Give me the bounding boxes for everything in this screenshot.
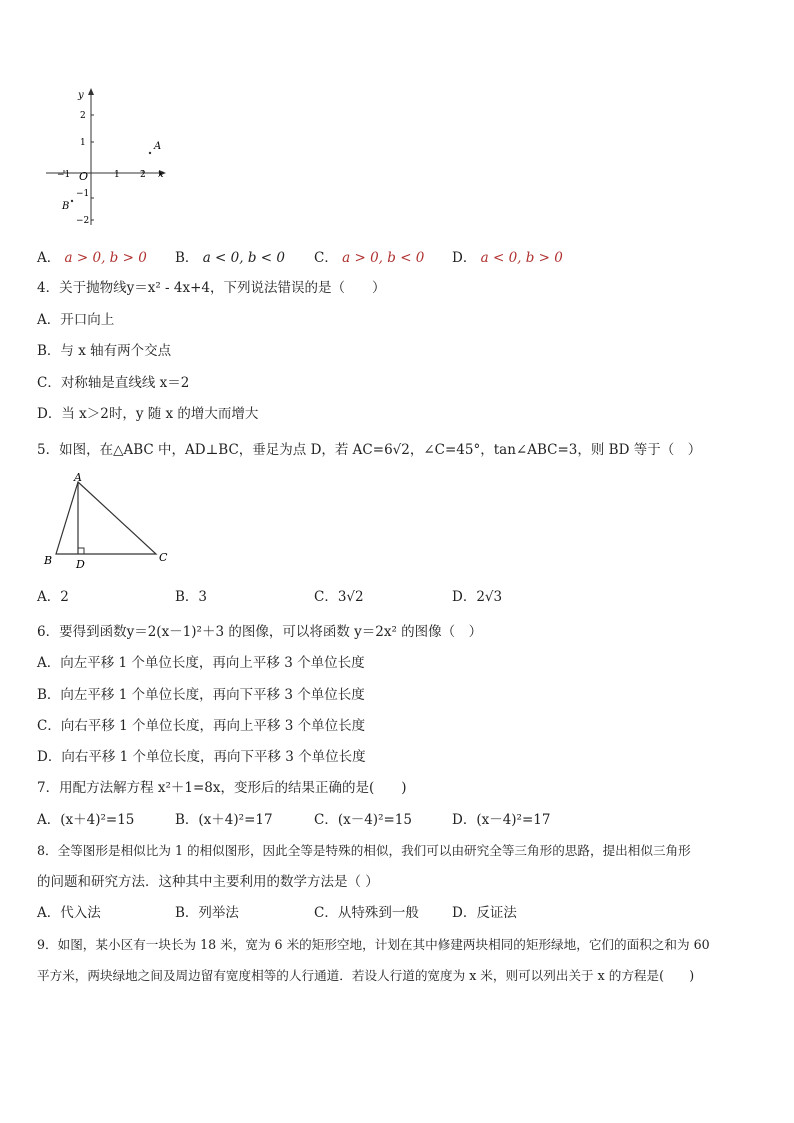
q5-option-c: C．3√2 bbox=[314, 589, 364, 605]
q6-stem: 6．要得到函数y＝2(x－1)²＋3 的图像，可以将函数 y＝2x² 的图像（ ） bbox=[37, 624, 483, 640]
vertex-a-label: A bbox=[74, 471, 82, 484]
q8-option-d: D．反证法 bbox=[452, 905, 517, 921]
q5-triangle-figure bbox=[38, 470, 178, 575]
q8-stem-line2: 的问题和研究方法．这种其中主要利用的数学方法是（ ） bbox=[37, 874, 379, 890]
q4-option-c: C．对称轴是直线线 x＝2 bbox=[37, 375, 190, 391]
q9-stem-line2: 平方米，两块绿地之间及周边留有宽度相等的人行通道．若设人行道的宽度为 x 米，则可以列出关于 x 的方程是( ) bbox=[37, 968, 695, 983]
y-tick-neg2: −2 bbox=[76, 216, 90, 226]
q6-option-d: D．向右平移 1 个单位长度，再向下平移 3 个单位长度 bbox=[37, 749, 366, 765]
origin-label: O bbox=[79, 170, 89, 183]
q5-option-d: D．2√3 bbox=[452, 589, 503, 605]
q8-option-b: B．列举法 bbox=[175, 905, 239, 921]
right-angle-mark bbox=[78, 548, 84, 554]
q4-option-b: B．与 x 轴有两个交点 bbox=[37, 343, 172, 359]
q3-coordinate-graph bbox=[40, 85, 175, 235]
vertex-d-label: D bbox=[76, 558, 85, 571]
vertex-c-label: C bbox=[159, 551, 168, 564]
q8-stem-line1: 8．全等图形是相似比为 1 的相似图形，因此全等是特殊的相似，我们可以由研究全等三角形的思路，提出相似三角形 bbox=[37, 843, 691, 858]
y-axis-arrow bbox=[88, 88, 94, 95]
q3-option-d: D． a < 0, b > 0 bbox=[452, 250, 563, 266]
y-tick-neg1: −1 bbox=[76, 189, 90, 199]
q8-option-a: A．代入法 bbox=[37, 905, 101, 921]
q4-option-a: A．开口向上 bbox=[37, 312, 115, 328]
x-axis-label: x bbox=[158, 169, 164, 180]
point-b bbox=[71, 200, 73, 202]
q7-option-b: B．(x＋4)²=17 bbox=[175, 812, 273, 828]
q7-option-d: D．(x－4)²=17 bbox=[452, 812, 551, 828]
q3-option-c: C． a > 0, b < 0 bbox=[314, 250, 425, 266]
q5-option-a: A．2 bbox=[37, 589, 69, 605]
q7-option-a: A．(x＋4)²=15 bbox=[37, 812, 135, 828]
q5-stem: 5．如图，在△ABC 中，AD⊥BC，垂足为点 D，若 AC=6√2，∠C=45°，tan∠ABC=3，则 BD 等于（ ） bbox=[37, 442, 702, 458]
q8-option-c: C．从特殊到一般 bbox=[314, 905, 419, 921]
x-tick-neg1: −1 bbox=[57, 170, 71, 180]
y-axis-label: y bbox=[78, 90, 84, 101]
y-tick-2: 2 bbox=[80, 111, 86, 121]
q3-option-b: B． a < 0, b < 0 bbox=[175, 250, 285, 266]
q3-option-a: A． a > 0, b > 0 bbox=[37, 250, 147, 266]
vertex-b-label: B bbox=[44, 554, 53, 567]
q7-stem: 7．用配方法解方程 x²＋1=8x，变形后的结果正确的是( ) bbox=[37, 780, 407, 796]
q4-option-d: D．当 x＞2时，y 随 x 的增大而增大 bbox=[37, 406, 259, 422]
point-a bbox=[149, 152, 151, 154]
q5-option-b: B．3 bbox=[175, 589, 208, 605]
q7-option-c: C．(x－4)²=15 bbox=[314, 812, 412, 828]
x-tick-1: 1 bbox=[114, 170, 120, 180]
y-tick-1: 1 bbox=[80, 138, 86, 148]
point-b-label: B bbox=[62, 201, 70, 212]
triangle-abc bbox=[56, 482, 156, 554]
x-tick-2: 2 bbox=[140, 170, 146, 180]
q6-option-c: C．向右平移 1 个单位长度，再向上平移 3 个单位长度 bbox=[37, 718, 366, 734]
q6-option-b: B．向左平移 1 个单位长度，再向下平移 3 个单位长度 bbox=[37, 687, 365, 703]
q9-stem-line1: 9．如图，某小区有一块长为 18 米，宽为 6 米的矩形空地，计划在其中修建两块相同的矩形绿地，它们的面积之和为 60 bbox=[37, 937, 710, 952]
q4-stem: 4．关于抛物线y＝x² - 4x+4，下列说法错误的是（ ） bbox=[37, 280, 386, 296]
point-a-label: A bbox=[154, 141, 162, 152]
q6-option-a: A．向左平移 1 个单位长度，再向上平移 3 个单位长度 bbox=[37, 655, 365, 671]
